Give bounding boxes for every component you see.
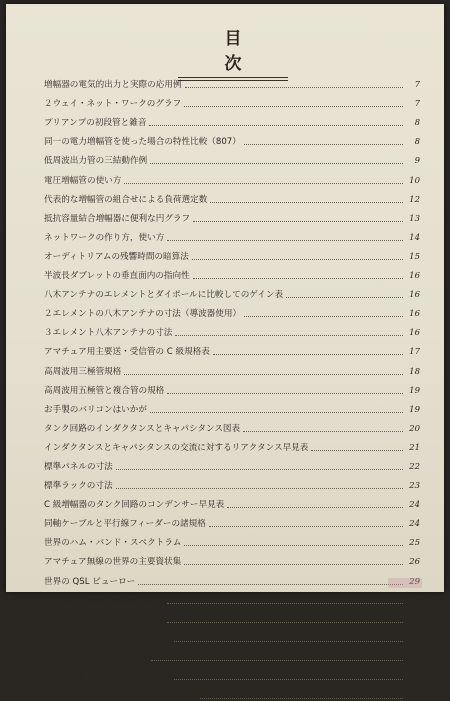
toc-entry: [44, 224, 420, 243]
toc-entry-page-number: 13: [409, 213, 420, 224]
toc-entry-page-number: 24: [409, 519, 420, 530]
dot-leader: [185, 86, 403, 88]
toc-entry-title: アマチュア無線の世界の主要資状集: [44, 557, 182, 568]
dot-leader: [116, 487, 403, 489]
library-stamp: [388, 578, 422, 588]
dot-leader: [167, 602, 403, 604]
toc-entry-title: 世界のハム・バンド・スペクトラム: [44, 538, 182, 549]
dot-leader: [174, 678, 403, 680]
toc-entry: [44, 338, 420, 357]
toc-entry-page-number: 16: [409, 309, 420, 320]
dot-leader: [193, 220, 403, 222]
toc-entry-page-number: 7: [414, 80, 420, 91]
toc-entry-title: ブラウン管の再生修理について: [44, 595, 165, 606]
toc-entry-page-number: 10: [409, 175, 420, 186]
toc-entry-page-number: 9: [414, 156, 420, 167]
dot-leader: [192, 258, 403, 260]
toc-entry: [44, 510, 420, 529]
toc-entry-page-number: 20: [409, 423, 420, 434]
dot-leader: [149, 124, 403, 126]
toc-entry: [44, 453, 420, 472]
toc-entry: [44, 491, 420, 510]
toc-entry-page-number: 22: [409, 461, 420, 472]
toc-entry-page-number: 12: [409, 194, 420, 205]
toc-entry-title: タンク回路のインダクタンスとキャパシタンス図表: [44, 423, 241, 434]
toc-entry-page-number: 17: [409, 347, 420, 358]
dot-leader: [209, 525, 403, 527]
toc-entry: [44, 147, 420, 166]
toc-entry-page-number: 8: [414, 137, 420, 148]
toc-entry: [44, 396, 420, 415]
page-title: 目 次: [224, 29, 311, 74]
toc-entry: [44, 71, 420, 90]
toc-entry: [44, 625, 420, 644]
dot-leader: [210, 201, 403, 203]
toc-entry-page-number: 16: [409, 271, 420, 282]
toc-entry-title: 世界の QSL ビューロー: [44, 576, 136, 587]
dot-leader: [311, 449, 403, 451]
toc-entry-title: アマチュア用主要送・受信管の C 級規格表: [44, 347, 210, 358]
toc-entry-page-number: 32: [409, 595, 420, 606]
dot-leader: [124, 182, 403, 184]
toc-entry-page-number: 18: [409, 366, 420, 377]
toc-entry-title: 抵抗容量結合増幅器に便利な円グラフ: [44, 213, 191, 224]
toc-entry-title: ネットワークの作り方，使い方: [44, 232, 165, 243]
toc-entry-page-number: 16: [409, 328, 420, 339]
dot-leader: [184, 544, 403, 546]
toc-entry: [44, 357, 420, 376]
toc-entry-title: C 級増幅器のタンク回路のコンデンサー早見表: [44, 500, 225, 511]
toc-entry: [44, 548, 420, 567]
toc-entry: [44, 663, 420, 682]
dot-leader: [200, 697, 403, 699]
toc-entry: [44, 262, 420, 281]
toc-entry: [44, 415, 420, 434]
toc-entry-page-number: 19: [409, 404, 420, 415]
dot-leader: [244, 315, 403, 317]
toc-entry: [44, 567, 420, 586]
toc-entry-page-number: 29: [409, 576, 420, 587]
toc-entry-page-number: 16: [409, 290, 420, 301]
dot-leader: [244, 143, 403, 145]
dot-leader: [243, 430, 403, 432]
dot-leader: [175, 334, 403, 336]
dot-leader: [286, 296, 403, 298]
toc-entry-title: 標準ラックの寸法: [44, 481, 113, 492]
dot-leader: [193, 277, 403, 279]
toc-entry-page-number: 8: [414, 118, 420, 129]
toc-entry-title: FM 受信機の α 同調の利点: [44, 652, 148, 663]
toc-entry: [44, 606, 420, 625]
toc-entry: [44, 281, 420, 300]
dot-leader: [151, 659, 403, 661]
dot-leader: [167, 239, 403, 241]
toc-entry-page-number: 21: [409, 442, 420, 453]
toc-entry-page-number: 7: [414, 99, 420, 110]
toc-entry-page-number: 25: [409, 538, 420, 549]
toc-entry: [44, 300, 420, 319]
toc-entry-title: 増幅器の電気的出力と実際の応用例: [44, 80, 182, 91]
toc-entry: [44, 319, 420, 338]
dot-leader: [184, 563, 403, 565]
toc-entry-title: FM 受信機の局部発振周波数の変動と蛋: [44, 691, 197, 701]
toc-entry-title: 八木アンテナのエレメントとダイポールに比較してのゲイン表: [44, 290, 284, 301]
toc-entry-title: お手製のバリコンはいかが: [44, 404, 147, 415]
dot-leader: [150, 411, 403, 413]
toc-entry: [44, 166, 420, 185]
toc-entry-title: 半波長ダブレットの垂直面内の指向性: [44, 271, 190, 282]
dot-leader: [116, 468, 403, 470]
toc-entry: [44, 205, 420, 224]
toc-entry-page-number: 26: [409, 557, 420, 568]
table-of-contents: [44, 71, 420, 701]
toc-entry-page-number: 23: [409, 481, 420, 492]
toc-entry-title: 標準パネルの寸法: [44, 461, 113, 472]
toc-entry-title: FM 受信機の局部発振回路とハム: [44, 672, 171, 682]
toc-entry-title: ３エレメント八木アンテナの寸法: [44, 328, 173, 339]
toc-entry-title: ２エレメントの八木アンテナの寸法（導波器使用）: [44, 309, 242, 320]
toc-entry: [44, 587, 420, 606]
dot-leader: [184, 105, 403, 107]
dot-leader: [167, 621, 403, 623]
toc-entry-page-number: 15: [409, 251, 420, 262]
dot-leader: [150, 162, 403, 164]
toc-entry-title: FM 受信機用のバリコンの使い方: [44, 633, 171, 644]
toc-entry: [44, 472, 420, 491]
toc-entry-page-number: 19: [409, 385, 420, 396]
toc-entry-title: オーディトリアムの残響時間の暗算法: [44, 251, 189, 262]
toc-entry-title: インダクタンスとキャパシタンスの交流に対するリアクタンス早見表: [44, 442, 309, 453]
toc-entry-title: 代表的な増幅管の組合せによる負荷選定数: [44, 194, 208, 205]
dot-leader: [138, 583, 403, 585]
toc-entry-page-number: 36: [409, 672, 420, 682]
toc-entry-page-number: 34: [409, 614, 420, 625]
dot-leader: [174, 640, 403, 642]
toc-entry-title: 同軸ケーブルと平行線フィーダーの諸規格: [44, 519, 206, 530]
toc-entry: [44, 377, 420, 396]
toc-entry: [44, 243, 420, 262]
toc-entry: [44, 434, 420, 453]
dot-leader: [227, 506, 403, 508]
toc-entry-title: 高周波用五極管と複合管の規格: [44, 385, 165, 396]
toc-entry-page-number: 36: [409, 691, 420, 701]
toc-entry: [44, 644, 420, 663]
toc-entry: [44, 682, 420, 701]
toc-entry-title: 低周波出力管の三結動作例: [44, 156, 148, 167]
toc-entry: [44, 90, 420, 109]
toc-entry-page-number: 35: [409, 652, 420, 663]
toc-entry-page-number: 35: [409, 633, 420, 644]
toc-entry-title: プリアンプの初段管と雑音: [44, 118, 147, 129]
toc-entry: [44, 128, 420, 147]
dot-leader: [124, 373, 403, 375]
toc-entry-page-number: 24: [409, 500, 420, 511]
toc-entry-title: ２ウェイ・ネット・ワークのグラフ: [44, 99, 182, 110]
toc-entry: [44, 529, 420, 548]
toc-entry-title: 電圧増幅管の使い方: [44, 175, 122, 186]
toc-entry: [44, 186, 420, 205]
dot-leader: [167, 392, 403, 394]
dot-leader: [213, 353, 403, 355]
toc-entry-title: 同一の電力増幅管を使った場合の特性比較（807）: [44, 137, 241, 148]
book-page: [6, 4, 444, 701]
toc-entry-title: 高周波用三極管規格: [44, 366, 122, 377]
toc-entry-page-number: 14: [409, 232, 420, 243]
toc-entry: [44, 109, 420, 128]
toc-entry-title: フライバック高圧電源の安定化: [44, 614, 164, 625]
